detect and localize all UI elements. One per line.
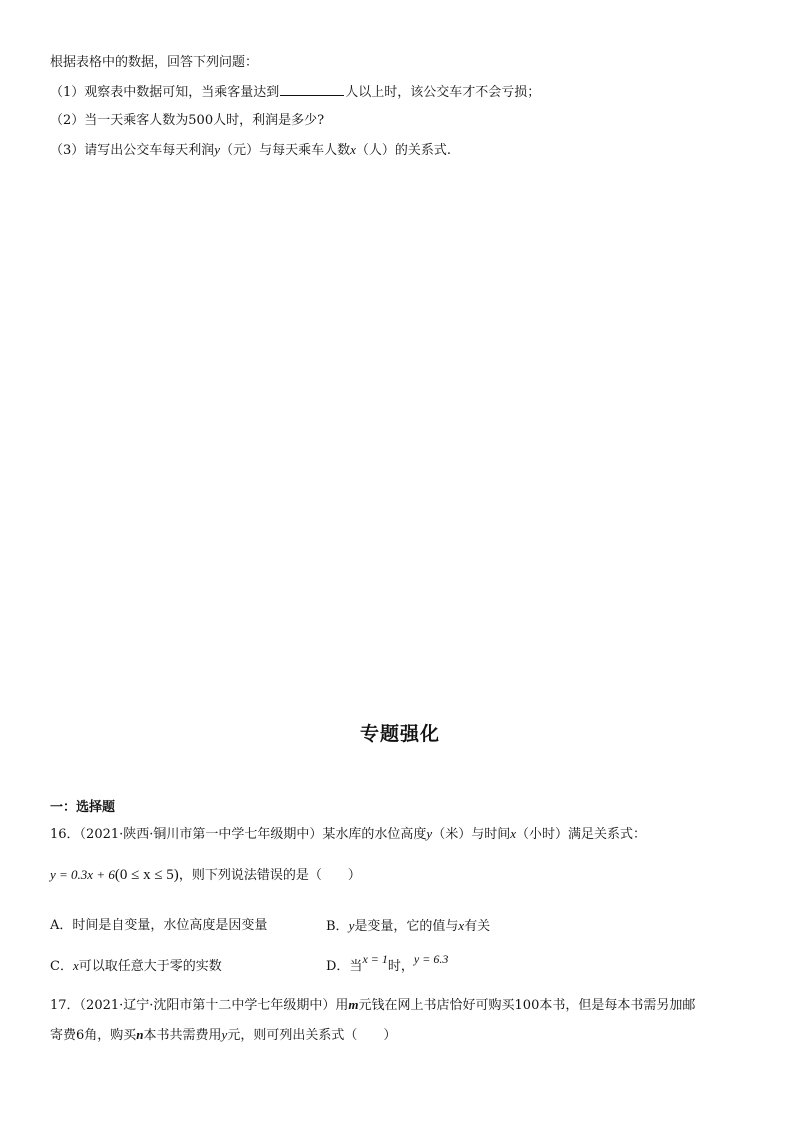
p16-tail: （小时）满足关系式： xyxy=(515,827,646,842)
section-heading: 一：选择题 xyxy=(50,800,116,815)
p16-after-formula: ，则下列说法错误的是（ ） xyxy=(178,868,361,883)
option-b-tail: 有关 xyxy=(464,919,491,934)
option-d-formula-1-text: x = 1 xyxy=(362,952,388,966)
p16-formula-a: y = 0.3x + 6 xyxy=(50,867,115,882)
option-c-label: C． xyxy=(50,959,73,974)
question-3-p3: （人）的关系式. xyxy=(355,143,451,158)
problem-17-line-1 xyxy=(50,996,695,1015)
answer-blank xyxy=(280,83,344,96)
option-b-mid: 是变量，它的值与 xyxy=(354,919,459,934)
option-d-formula-2-text: y = 6.3 xyxy=(413,952,449,966)
intro-label: 根据表格中的数据，回答下列问题： xyxy=(50,55,259,70)
option-c-var-x: x xyxy=(72,958,79,973)
question-3 xyxy=(50,141,451,160)
var-x: x xyxy=(350,142,356,157)
p17-line1-b: 元钱在网上书店恰好可购买100本书，但是每本书需另加邮 xyxy=(358,998,696,1013)
problem-17-line-2 xyxy=(50,1026,396,1045)
option-d[interactable] xyxy=(326,952,449,976)
option-d-formula-2 xyxy=(414,952,448,966)
p16-var-y: y xyxy=(426,826,433,841)
p17-var-y: y xyxy=(221,1027,228,1042)
problem-16-formula-line xyxy=(50,866,361,885)
question-2 xyxy=(50,112,324,130)
option-c[interactable] xyxy=(50,957,222,976)
p16-var-x: x xyxy=(510,826,516,841)
section-title: 专题强化 xyxy=(359,723,440,745)
question-3-p2: （元）与每天乘车人数 xyxy=(220,143,351,158)
p16-lead: 16．（2021·陕西·铜川市第一中学七年级期中）某水库的水位高度 xyxy=(50,827,427,842)
option-b-var-x: x xyxy=(458,918,465,933)
question-1-before: （1）观察表中数据可知，当乘客量达到 xyxy=(50,85,280,100)
question-1 xyxy=(50,83,540,102)
option-d-formula-1 xyxy=(362,952,387,966)
p17-line1-a: 17．（2021·辽宁·沈阳市第十二中学七年级期中）用 xyxy=(50,998,349,1013)
question-1-after: 人以上时，该公交车才不会亏损； xyxy=(345,85,541,100)
option-a-text: A．时间是自变量，水位高度是因变量 xyxy=(50,918,268,933)
option-b-label: B． xyxy=(326,919,349,934)
p17-var-m: m xyxy=(348,997,359,1012)
p17-line2-c: 元，则可列出关系式（ ） xyxy=(227,1028,397,1043)
p17-line2-b: 本书共需费用 xyxy=(143,1028,222,1043)
option-d-mid: 时， xyxy=(387,959,414,974)
option-d-label: D．当 xyxy=(326,959,363,974)
option-b-var-y: y xyxy=(348,918,355,933)
option-a[interactable] xyxy=(50,917,267,935)
var-y: y xyxy=(214,142,221,157)
p16-mid: （米）与时间 xyxy=(432,827,511,842)
p16-formula xyxy=(50,867,179,882)
question-2-text: （2）当一天乘客人数为500人时，利润是多少? xyxy=(50,113,325,128)
option-b[interactable] xyxy=(326,917,490,936)
question-3-p1: （3）请写出公交车每天利润 xyxy=(50,143,215,158)
p16-formula-b: (0 ≤ x ≤ 5) xyxy=(114,867,179,883)
p17-var-n: n xyxy=(136,1027,144,1042)
option-c-text: 可以取任意大于零的实数 xyxy=(78,959,222,974)
p17-line2-a: 寄费6角，购买 xyxy=(50,1028,137,1043)
intro-text xyxy=(50,54,258,72)
problem-16-stem xyxy=(50,825,646,844)
